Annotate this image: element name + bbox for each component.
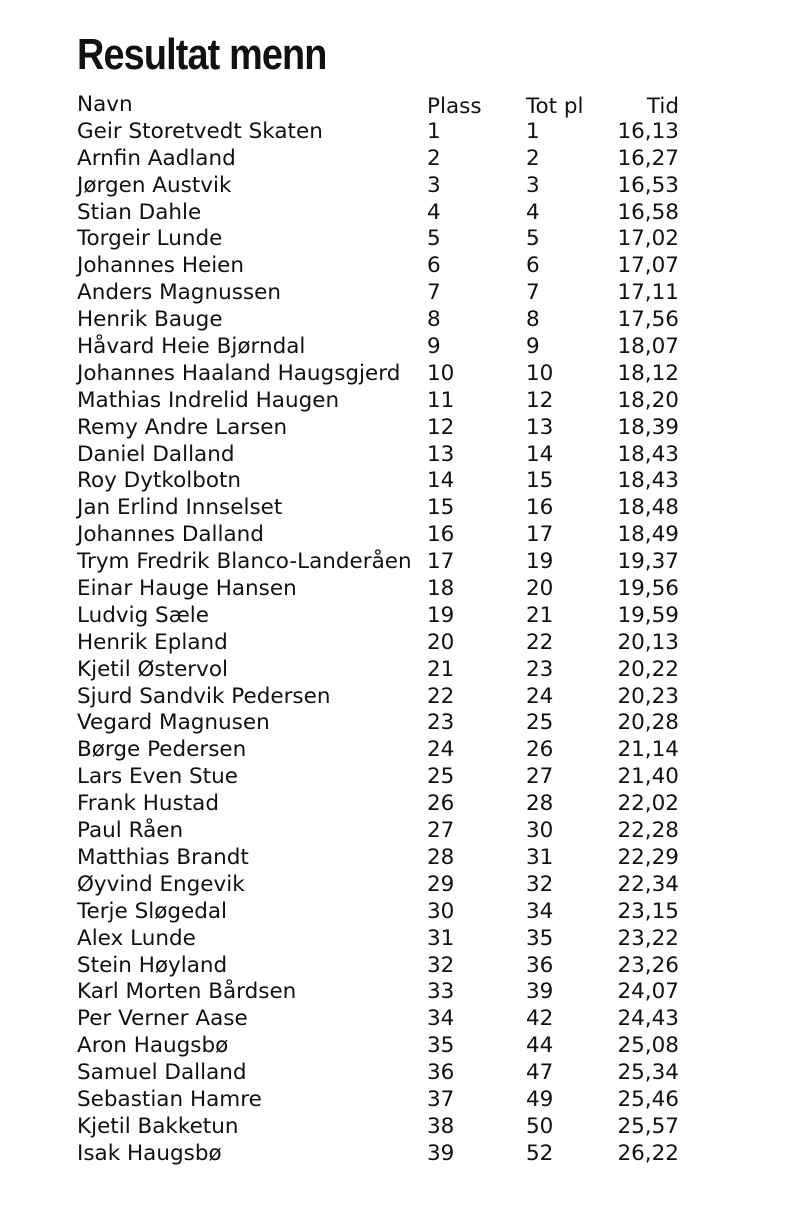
result-name: Karl Morten Bårdsen: [77, 979, 297, 1005]
result-name: Isak Haugsbø: [77, 1140, 222, 1166]
header-tot-pl: Tot pl: [526, 94, 584, 119]
result-tid: 24,43: [617, 1006, 679, 1032]
result-tid: 19,59: [617, 602, 679, 628]
result-tot-pl: 44: [526, 1033, 554, 1059]
table-row: [77, 684, 697, 711]
result-name: Aron Haugsbø: [77, 1033, 229, 1059]
result-tot-pl: 32: [526, 871, 554, 897]
result-plass: 28: [427, 844, 455, 870]
result-plass: 32: [427, 952, 455, 978]
results-table: [77, 119, 697, 1168]
result-tid: 25,46: [617, 1086, 679, 1112]
result-tid: 25,34: [617, 1060, 679, 1086]
result-tid: 23,26: [617, 952, 679, 978]
result-plass: 24: [427, 737, 455, 763]
result-tot-pl: 3: [526, 172, 540, 198]
result-name: Stian Dahle: [77, 199, 202, 225]
table-row: [77, 953, 697, 980]
result-plass: 37: [427, 1086, 455, 1112]
result-tid: 18,12: [617, 360, 679, 386]
result-plass: 23: [427, 710, 455, 736]
result-tid: 18,43: [617, 468, 679, 494]
result-name: Anders Magnussen: [77, 280, 281, 306]
result-tid: 18,49: [617, 522, 679, 548]
result-name: Kjetil Østervol: [77, 656, 228, 682]
result-name: Johannes Dalland: [77, 522, 264, 548]
result-plass: 29: [427, 871, 455, 897]
result-tot-pl: 6: [526, 253, 540, 279]
result-tid: 16,13: [617, 118, 679, 144]
result-plass: 9: [427, 334, 441, 360]
result-plass: 19: [427, 602, 455, 628]
result-name: Johannes Haaland Haugsgjerd: [77, 360, 401, 386]
result-tot-pl: 25: [526, 710, 554, 736]
table-row: [77, 872, 697, 899]
result-plass: 13: [427, 441, 455, 467]
table-row: [77, 1006, 697, 1033]
result-name: Ludvig Sæle: [77, 602, 210, 628]
result-name: Roy Dytkolbotn: [77, 468, 242, 494]
result-tid: 16,53: [617, 172, 679, 198]
result-plass: 36: [427, 1060, 455, 1086]
result-plass: 6: [427, 253, 441, 279]
table-row: [77, 1033, 697, 1060]
result-name: Øyvind Engevik: [77, 871, 245, 897]
table-row: [77, 603, 697, 630]
result-plass: 2: [427, 145, 441, 171]
result-tot-pl: 50: [526, 1113, 554, 1139]
result-tot-pl: 34: [526, 898, 554, 924]
result-name: Paul Råen: [77, 818, 184, 844]
result-name: Kjetil Bakketun: [77, 1113, 239, 1139]
result-name: Henrik Epland: [77, 629, 228, 655]
page-title: Resultat menn: [77, 30, 327, 79]
result-name: Jan Erlind Innselset: [77, 495, 283, 521]
result-tot-pl: 13: [526, 414, 554, 440]
table-row: [77, 818, 697, 845]
table-row: [77, 1114, 697, 1141]
result-tid: 20,28: [617, 710, 679, 736]
result-tid: 21,14: [617, 737, 679, 763]
result-plass: 17: [427, 549, 455, 575]
result-tid: 18,07: [617, 334, 679, 360]
table-row: [77, 764, 697, 791]
result-plass: 3: [427, 172, 441, 198]
table-row: [77, 791, 697, 818]
result-tot-pl: 8: [526, 307, 540, 333]
result-tid: 23,22: [617, 925, 679, 951]
result-name: Lars Even Stue: [77, 764, 238, 790]
result-plass: 20: [427, 629, 455, 655]
result-tot-pl: 9: [526, 334, 540, 360]
result-tid: 22,02: [617, 791, 679, 817]
result-tot-pl: 14: [526, 441, 554, 467]
result-tot-pl: 26: [526, 737, 554, 763]
result-plass: 30: [427, 898, 455, 924]
result-tid: 26,22: [617, 1140, 679, 1166]
result-tid: 19,37: [617, 549, 679, 575]
header-tid: Tid: [646, 94, 679, 119]
result-name: Johannes Heien: [77, 253, 245, 279]
result-tot-pl: 49: [526, 1086, 554, 1112]
result-tid: 24,07: [617, 979, 679, 1005]
results-document: [77, 28, 697, 1168]
result-name: Per Verner Aase: [77, 1006, 248, 1032]
result-tot-pl: 28: [526, 791, 554, 817]
result-name: Frank Hustad: [77, 791, 219, 817]
table-row: [77, 226, 697, 253]
result-tid: 18,20: [617, 387, 679, 413]
result-tot-pl: 7: [526, 280, 540, 306]
table-row: [77, 1141, 697, 1168]
result-plass: 38: [427, 1113, 455, 1139]
table-row: [77, 442, 697, 469]
result-name: Sebastian Hamre: [77, 1086, 262, 1112]
result-name: Alex Lunde: [77, 925, 196, 951]
result-name: Henrik Bauge: [77, 307, 223, 333]
result-plass: 8: [427, 307, 441, 333]
table-row: [77, 926, 697, 953]
header-plass: Plass: [427, 94, 482, 119]
result-tid: 19,56: [617, 576, 679, 602]
result-name: Einar Hauge Hansen: [77, 576, 297, 602]
result-tid: 16,27: [617, 145, 679, 171]
result-name: Trym Fredrik Blanco-Landeråen: [77, 549, 412, 575]
result-tot-pl: 35: [526, 925, 554, 951]
result-tid: 22,29: [617, 844, 679, 870]
result-name: Remy Andre Larsen: [77, 414, 288, 440]
result-tid: 25,08: [617, 1033, 679, 1059]
result-name: Mathias Indrelid Haugen: [77, 387, 340, 413]
table-row: [77, 173, 697, 200]
result-tot-pl: 17: [526, 522, 554, 548]
result-tot-pl: 15: [526, 468, 554, 494]
result-name: Terje Sløgedal: [77, 898, 228, 924]
result-plass: 21: [427, 656, 455, 682]
result-name: Vegard Magnusen: [77, 710, 270, 736]
result-tot-pl: 10: [526, 360, 554, 386]
result-name: Geir Storetvedt Skaten: [77, 118, 323, 144]
table-header: [77, 92, 697, 119]
table-row: [77, 146, 697, 173]
result-plass: 39: [427, 1140, 455, 1166]
table-row: [77, 1087, 697, 1114]
result-plass: 7: [427, 280, 441, 306]
result-tid: 21,40: [617, 764, 679, 790]
result-plass: 16: [427, 522, 455, 548]
result-plass: 22: [427, 683, 455, 709]
table-row: [77, 415, 697, 442]
table-row: [77, 630, 697, 657]
table-row: [77, 710, 697, 737]
table-row: [77, 737, 697, 764]
header-name: Navn: [77, 92, 133, 117]
table-row: [77, 307, 697, 334]
result-plass: 11: [427, 387, 455, 413]
result-tot-pl: 4: [526, 199, 540, 225]
result-plass: 18: [427, 576, 455, 602]
result-tot-pl: 19: [526, 549, 554, 575]
result-tot-pl: 36: [526, 952, 554, 978]
result-plass: 15: [427, 495, 455, 521]
table-row: [77, 845, 697, 872]
result-name: Håvard Heie Bjørndal: [77, 334, 306, 360]
result-tot-pl: 30: [526, 818, 554, 844]
result-tid: 18,48: [617, 495, 679, 521]
result-name: Jørgen Austvik: [77, 172, 232, 198]
result-tot-pl: 1: [526, 118, 540, 144]
result-tid: 22,34: [617, 871, 679, 897]
result-tot-pl: 22: [526, 629, 554, 655]
result-tid: 17,02: [617, 226, 679, 252]
result-tot-pl: 16: [526, 495, 554, 521]
table-row: [77, 388, 697, 415]
result-plass: 33: [427, 979, 455, 1005]
table-row: [77, 200, 697, 227]
result-name: Børge Pedersen: [77, 737, 247, 763]
result-plass: 12: [427, 414, 455, 440]
result-tot-pl: 42: [526, 1006, 554, 1032]
result-plass: 10: [427, 360, 455, 386]
table-row: [77, 468, 697, 495]
table-row: [77, 549, 697, 576]
result-tot-pl: 12: [526, 387, 554, 413]
table-row: [77, 253, 697, 280]
result-name: Stein Høyland: [77, 952, 228, 978]
result-tid: 18,39: [617, 414, 679, 440]
result-tid: 25,57: [617, 1113, 679, 1139]
result-tot-pl: 5: [526, 226, 540, 252]
table-row: [77, 1060, 697, 1087]
result-plass: 27: [427, 818, 455, 844]
result-tot-pl: 23: [526, 656, 554, 682]
result-plass: 5: [427, 226, 441, 252]
result-tot-pl: 31: [526, 844, 554, 870]
result-name: Torgeir Lunde: [77, 226, 223, 252]
table-row: [77, 334, 697, 361]
result-tot-pl: 39: [526, 979, 554, 1005]
result-plass: 14: [427, 468, 455, 494]
result-tot-pl: 24: [526, 683, 554, 709]
table-row: [77, 657, 697, 684]
result-tid: 18,43: [617, 441, 679, 467]
result-plass: 1: [427, 118, 441, 144]
result-tot-pl: 20: [526, 576, 554, 602]
result-tid: 17,56: [617, 307, 679, 333]
result-name: Arnfin Aadland: [77, 145, 236, 171]
result-plass: 35: [427, 1033, 455, 1059]
result-tot-pl: 21: [526, 602, 554, 628]
result-tot-pl: 52: [526, 1140, 554, 1166]
result-tid: 20,13: [617, 629, 679, 655]
table-row: [77, 495, 697, 522]
result-tid: 17,11: [617, 280, 679, 306]
table-row: [77, 979, 697, 1006]
result-name: Daniel Dalland: [77, 441, 235, 467]
result-tot-pl: 47: [526, 1060, 554, 1086]
table-row: [77, 280, 697, 307]
result-plass: 4: [427, 199, 441, 225]
table-row: [77, 899, 697, 926]
table-row: [77, 522, 697, 549]
result-tot-pl: 2: [526, 145, 540, 171]
table-row: [77, 361, 697, 388]
result-name: Samuel Dalland: [77, 1060, 247, 1086]
result-tot-pl: 27: [526, 764, 554, 790]
result-tid: 23,15: [617, 898, 679, 924]
result-plass: 25: [427, 764, 455, 790]
result-plass: 34: [427, 1006, 455, 1032]
table-row: [77, 119, 697, 146]
result-name: Sjurd Sandvik Pedersen: [77, 683, 331, 709]
result-tid: 20,22: [617, 656, 679, 682]
table-row: [77, 576, 697, 603]
result-name: Matthias Brandt: [77, 844, 249, 870]
result-plass: 26: [427, 791, 455, 817]
result-tid: 16,58: [617, 199, 679, 225]
result-tid: 17,07: [617, 253, 679, 279]
result-tid: 20,23: [617, 683, 679, 709]
result-tid: 22,28: [617, 818, 679, 844]
result-plass: 31: [427, 925, 455, 951]
